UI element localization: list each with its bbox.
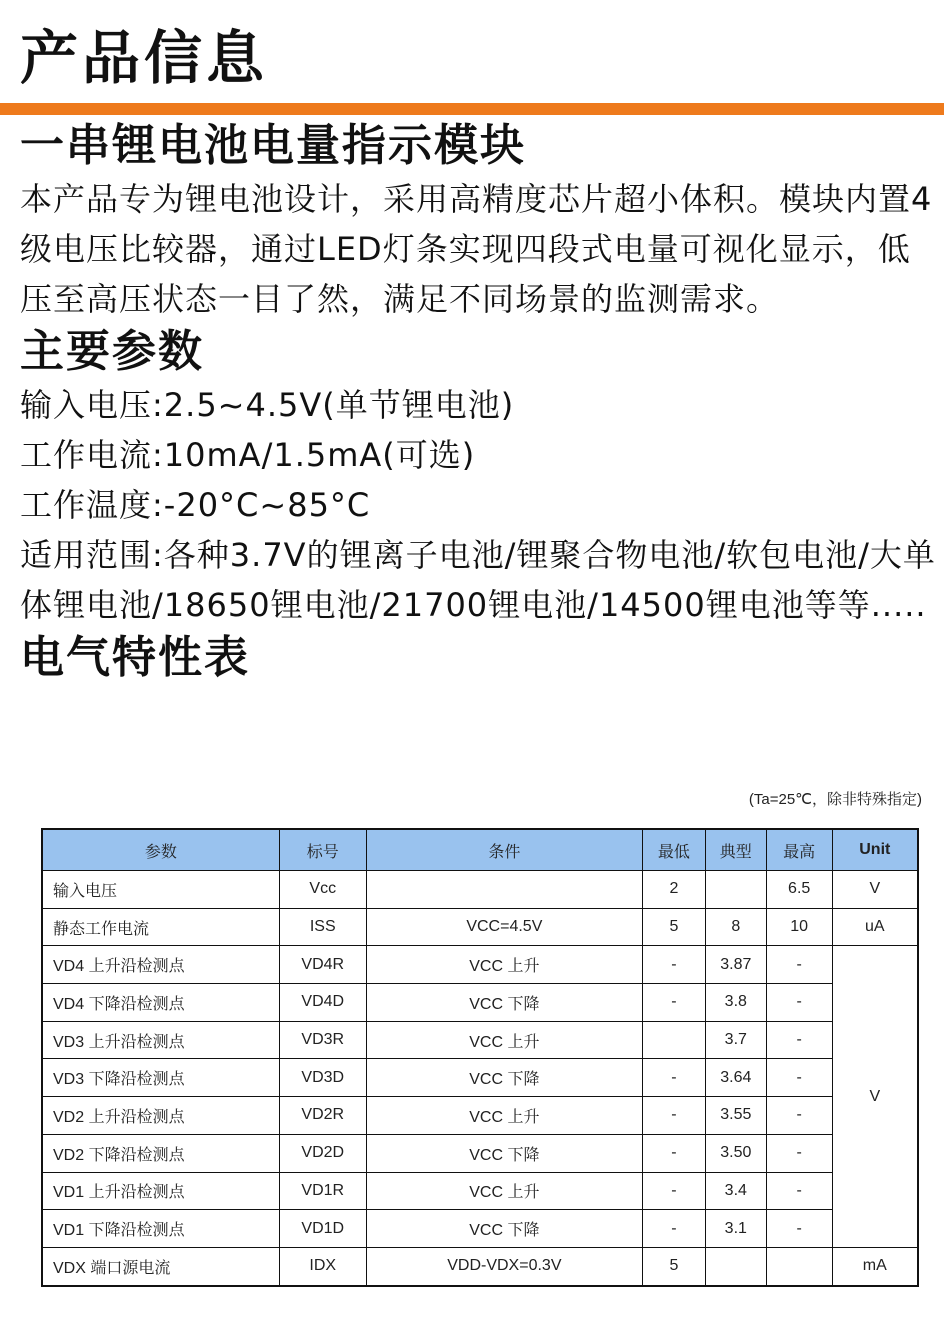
cell-param: VD1 上升沿检测点 xyxy=(42,1172,279,1210)
cell-max: 6.5 xyxy=(766,871,832,909)
cell-typ: 8 xyxy=(705,908,766,946)
cell-min: 5 xyxy=(643,1247,706,1285)
table-row xyxy=(42,1172,918,1210)
cell-param: VD1 下降沿检测点 xyxy=(42,1210,279,1248)
cell-unit: V xyxy=(832,946,918,1248)
cell-min: - xyxy=(643,1172,706,1210)
cell-max: - xyxy=(766,1210,832,1248)
cell-min: - xyxy=(643,1134,706,1172)
header-min: 最低 xyxy=(643,829,706,871)
cell-param: 输入电压 xyxy=(42,871,279,909)
cell-symbol: ISS xyxy=(279,908,366,946)
cell-max: 10 xyxy=(766,908,832,946)
cell-min: - xyxy=(643,1097,706,1135)
cell-max: - xyxy=(766,1021,832,1059)
cell-min: 5 xyxy=(643,908,706,946)
param-working-temperature: 工作温度:-20°C~85°C xyxy=(20,486,371,524)
cell-symbol: Vcc xyxy=(279,871,366,909)
cell-min: - xyxy=(643,946,706,984)
table-row xyxy=(42,1134,918,1172)
cell-unit: mA xyxy=(832,1247,918,1285)
cell-symbol: VD3R xyxy=(279,1021,366,1059)
cell-max: - xyxy=(766,1059,832,1097)
header-symbol: 标号 xyxy=(279,829,366,871)
spec-table xyxy=(41,828,919,1287)
header-param: 参数 xyxy=(42,829,279,871)
param-application-range: 适用范围:各种3.7V的锂离子电池/锂聚合物电池/软包电池/大单体锂电池/18650锂电池/21700锂电池/14500锂电池等等..... xyxy=(20,536,936,624)
spec-heading: 电气特性表 xyxy=(20,632,250,683)
cell-min: - xyxy=(643,984,706,1022)
cell-max: - xyxy=(766,1134,832,1172)
cell-typ: 3.64 xyxy=(705,1059,766,1097)
page-title: 产品信息 xyxy=(20,24,269,92)
cell-param: VD4 上升沿检测点 xyxy=(42,946,279,984)
cell-unit: uA xyxy=(832,908,918,946)
cell-condition: VCC 下降 xyxy=(366,1059,642,1097)
spec-note: (Ta=25℃，除非特殊指定) xyxy=(748,791,922,808)
cell-condition: VCC 上升 xyxy=(366,1172,642,1210)
table-row xyxy=(42,1210,918,1248)
cell-symbol: VD3D xyxy=(279,1059,366,1097)
param-input-voltage: 输入电压:2.5~4.5V(单节锂电池) xyxy=(20,386,515,424)
table-row xyxy=(42,984,918,1022)
table-body xyxy=(42,871,918,1286)
table-row xyxy=(42,1059,918,1097)
cell-symbol: VD4R xyxy=(279,946,366,984)
cell-condition: VCC=4.5V xyxy=(366,908,642,946)
cell-min: 2 xyxy=(643,871,706,909)
product-description: 本产品专为锂电池设计，采用高精度芯片超小体积。模块内置4级电压比较器，通过LED灯条实现四段式电量可视化显示，低压至高压状态一目了然，满足不同场景的监测需求。 xyxy=(20,180,933,318)
header-typ: 典型 xyxy=(705,829,766,871)
header-divider xyxy=(0,103,944,115)
cell-param: VD2 上升沿检测点 xyxy=(42,1097,279,1135)
table-row xyxy=(42,908,918,946)
cell-param: VD3 上升沿检测点 xyxy=(42,1021,279,1059)
cell-typ xyxy=(705,871,766,909)
cell-typ: 3.4 xyxy=(705,1172,766,1210)
cell-condition: VCC 下降 xyxy=(366,1210,642,1248)
cell-max xyxy=(766,1247,832,1285)
cell-symbol: VD2D xyxy=(279,1134,366,1172)
table-header-row xyxy=(42,829,918,871)
cell-condition: VCC 上升 xyxy=(366,1021,642,1059)
cell-param: VD2 下降沿检测点 xyxy=(42,1134,279,1172)
cell-condition xyxy=(366,871,642,909)
header-unit: Unit xyxy=(832,829,918,871)
cell-condition: VCC 下降 xyxy=(366,984,642,1022)
product-heading: 一串锂电池电量指示模块 xyxy=(20,120,526,171)
table-row xyxy=(42,1021,918,1059)
table-row xyxy=(42,946,918,984)
cell-unit: V xyxy=(832,871,918,909)
header-condition: 条件 xyxy=(366,829,642,871)
table-row xyxy=(42,1247,918,1285)
cell-typ: 3.8 xyxy=(705,984,766,1022)
cell-min: - xyxy=(643,1059,706,1097)
cell-condition: VCC 下降 xyxy=(366,1134,642,1172)
cell-typ: 3.50 xyxy=(705,1134,766,1172)
cell-param: VDX 端口源电流 xyxy=(42,1247,279,1285)
cell-typ xyxy=(705,1247,766,1285)
cell-condition: VCC 上升 xyxy=(366,946,642,984)
cell-min: - xyxy=(643,1210,706,1248)
cell-symbol: VD2R xyxy=(279,1097,366,1135)
cell-symbol: VD1R xyxy=(279,1172,366,1210)
cell-typ: 3.55 xyxy=(705,1097,766,1135)
cell-typ: 3.1 xyxy=(705,1210,766,1248)
cell-condition: VDD-VDX=0.3V xyxy=(366,1247,642,1285)
content xyxy=(20,118,940,686)
cell-symbol: IDX xyxy=(279,1247,366,1285)
cell-param: VD3 下降沿检测点 xyxy=(42,1059,279,1097)
cell-max: - xyxy=(766,1097,832,1135)
cell-max: - xyxy=(766,946,832,984)
cell-min xyxy=(643,1021,706,1059)
table-row xyxy=(42,871,918,909)
cell-max: - xyxy=(766,1172,832,1210)
cell-symbol: VD1D xyxy=(279,1210,366,1248)
cell-symbol: VD4D xyxy=(279,984,366,1022)
param-working-current: 工作电流:10mA/1.5mA(可选) xyxy=(20,436,476,474)
cell-param: 静态工作电流 xyxy=(42,908,279,946)
cell-max: - xyxy=(766,984,832,1022)
table-row xyxy=(42,1097,918,1135)
cell-param: VD4 下降沿检测点 xyxy=(42,984,279,1022)
cell-condition: VCC 上升 xyxy=(366,1097,642,1135)
header-max: 最高 xyxy=(766,829,832,871)
params-heading: 主要参数 xyxy=(20,326,204,377)
cell-typ: 3.7 xyxy=(705,1021,766,1059)
cell-typ: 3.87 xyxy=(705,946,766,984)
